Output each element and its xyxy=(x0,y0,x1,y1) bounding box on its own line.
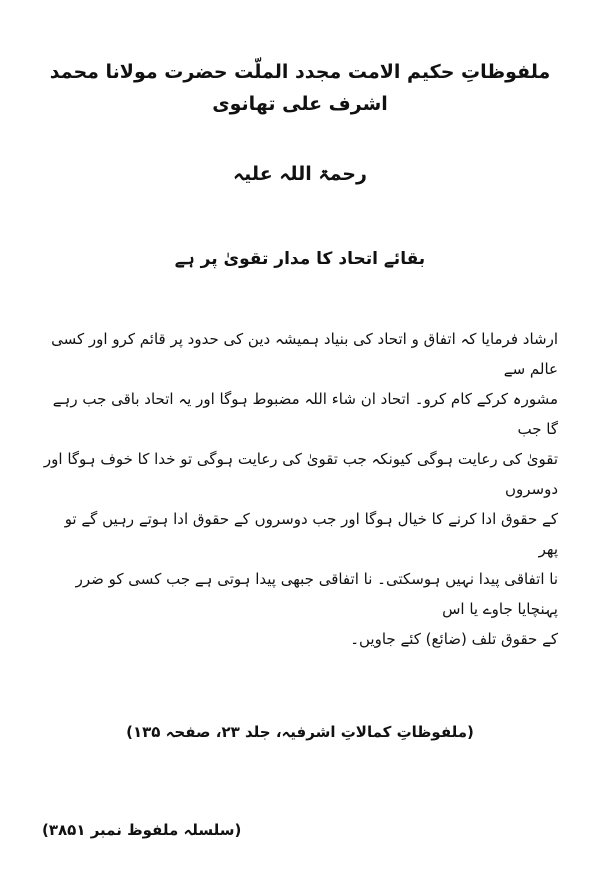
body-line: ارشاد فرمایا کہ اتفاق و اتحاد کی بنیاد ہمیشہ دین کی حدود پر قائم کرو اور کسی عالم سے xyxy=(51,330,558,378)
body-line: تقویٰ کی رعایت ہوگی کیونکہ جب تقویٰ کی رعایت ہوگی تو خدا کا خوف ہوگا اور دوسروں xyxy=(43,450,558,498)
series-number: (سلسلہ ملفوظ نمبر ۳۸۵۱) xyxy=(42,821,242,839)
body-line: مشورہ کرکے کام کرو۔ اتحاد ان شاء اللہ مضبوط ہوگا اور یہ اتحاد باقی جب رہے گا جب xyxy=(52,390,558,438)
body-line: کے حقوق ادا کرنے کا خیال ہوگا اور جب دوسروں کے حقوق ادا ہوتے رہیں گے تو پھر xyxy=(64,510,558,558)
body-text xyxy=(42,324,558,654)
document-title-honorific: رحمۃ اللہ علیہ xyxy=(233,163,367,185)
body-line: کے حقوق تلف (ضائع) کئے جاویں۔ xyxy=(350,630,558,648)
body-line: نا اتفاقی پیدا نہیں ہوسکتی۔ نا اتفاقی جبھی پیدا ہوتی ہے جب کسی کو ضرر پہنچایا جاوے یا اس xyxy=(75,570,558,618)
source-citation: (ملفوظاتِ کمالاتِ اشرفیہ، جلد ۲۳، صفحہ ۱۳۵) xyxy=(126,723,474,741)
section-heading: بقائے اتحاد کا مدار تقویٰ پر ہے xyxy=(174,249,426,269)
document-title: ملفوظاتِ حکیم الامت مجدد الملّت حضرت مولانا محمد اشرف علی تھانوی xyxy=(49,61,551,115)
